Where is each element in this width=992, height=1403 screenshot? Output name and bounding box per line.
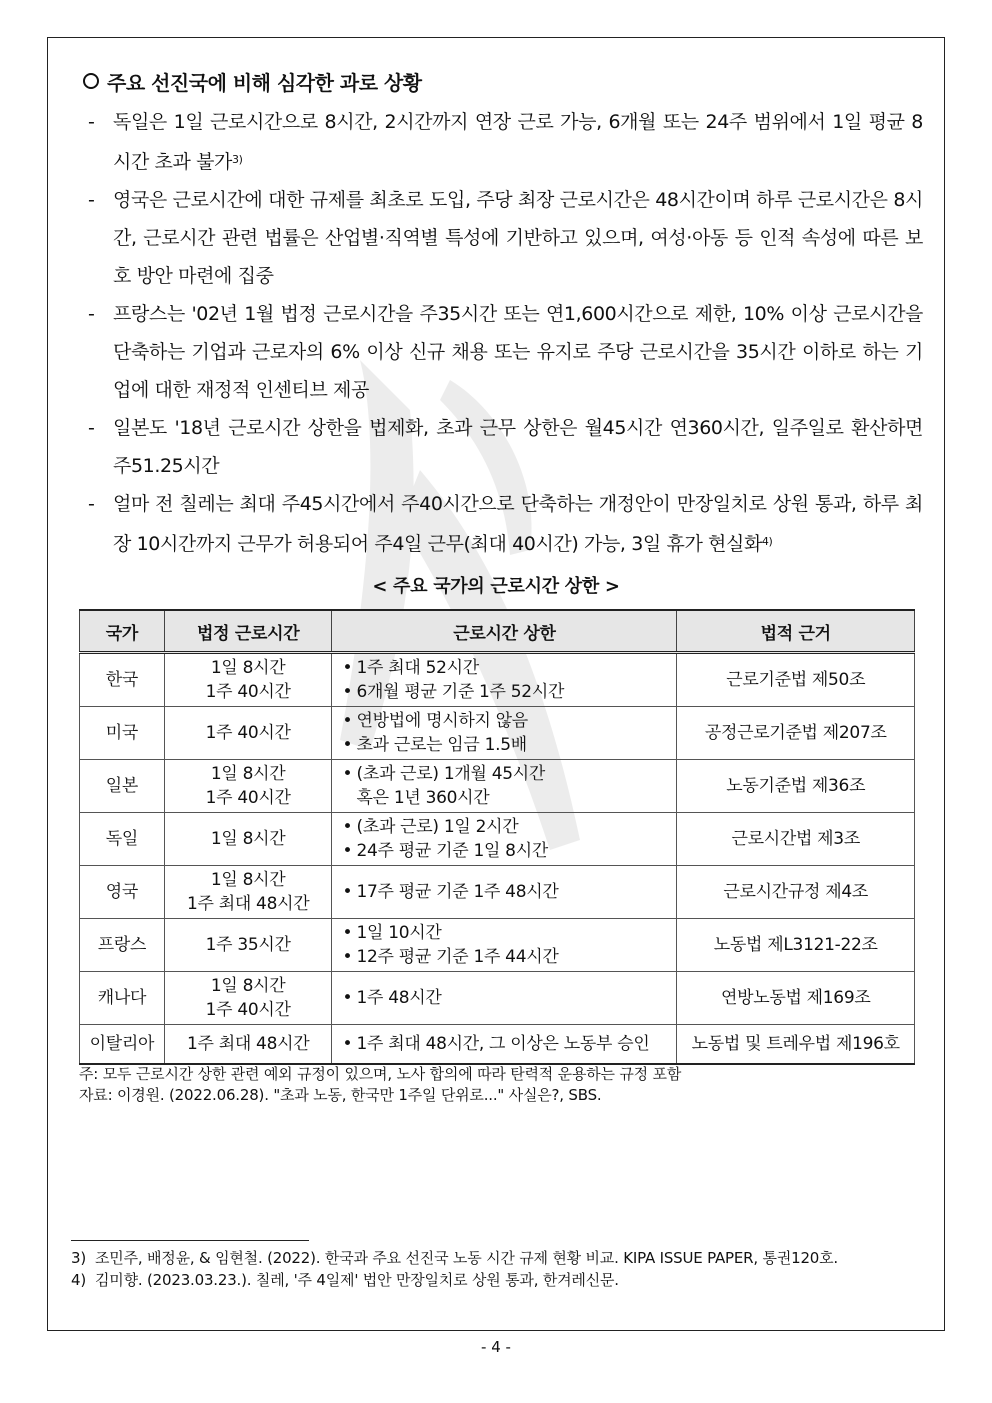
table-caption: < 주요 국가의 근로시간 상한 > [372,576,620,597]
legal-basis-cell: 근로기준법 제50조 [677,653,915,707]
table-row [80,919,915,972]
hour-cap-cell: • 1주 최대 52시간 • 6개월 평균 기준 1주 52시간 [332,653,677,707]
legal-hours-cell: 1주 35시간 [164,919,332,972]
list-item-uk: - 영국은 근로시간에 대한 규제를 최초로 도입, 주당 최장 근로시간은 48시간이며 하루 근로시간은 8시간, 근로시간 관련 법률은 산업별·직역별 특성에 기반하고 있으며, 여성·아동 등 인적 속성에 따른 보호 방안 마련에 집중 [88,189,923,287]
hour-cap-cell: • (초과 근로) 1일 2시간 • 24주 평균 기준 1일 8시간 [332,813,677,866]
footnote-item: 4) 김미향. (2023.03.23.). 칠레, '주 4일제' 법안 만장일치로 상원 통과, 한겨레신문. [71,1271,619,1289]
legal-basis-cell: 노동법 및 트레우법 제196호 [677,1025,915,1065]
legal-hours-cell: 1주 40시간 [164,707,332,760]
legal-hours-cell: 1일 8시간 1주 최대 48시간 [164,866,332,919]
legal-hours-cell: 1주 최대 48시간 [164,1025,332,1065]
table-note: 주: 모두 근로시간 상한 관련 예외 규정이 있으며, 노사 합의에 따라 탄력적 운용하는 규정 포함 [79,1065,682,1083]
list-item-france: - 프랑스는 '02년 1월 법정 근로시간을 주35시간 또는 연1,600시간으로 제한, 10% 이상 근로시간을 단축하는 기업과 근로자의 6% 이상 신규 채용 또는 유지로 주당 근로시간을 35시간 이하로 하는 기업에 대한 재정적 인센티브 제공 [88,303,923,401]
list-item-japan: - 일본도 '18년 근로시간 상한을 법제화, 초과 근무 상한은 월45시간 연360시간, 일주일로 환산하면 주51.25시간 [88,417,923,477]
hour-cap-cell: • 17주 평균 기준 1주 48시간 [332,866,677,919]
legal-hours-cell: 1일 8시간 [164,813,332,866]
hour-cap-cell: • 1일 10시간 • 12주 평균 기준 1주 44시간 [332,919,677,972]
table-row [80,972,915,1025]
legal-hours-cell: 1일 8시간 1주 40시간 [164,760,332,813]
legal-basis-cell: 근로시간법 제3조 [677,813,915,866]
column-header: 법적 근거 [677,610,915,653]
country-cell: 이탈리아 [80,1025,165,1065]
footnote-ref[interactable]: 3) [232,153,243,166]
country-cell: 일본 [80,760,165,813]
country-cell: 독일 [80,813,165,866]
country-cell: 캐나다 [80,972,165,1025]
hour-cap-cell: • (초과 근로) 1개월 45시간 혹은 1년 360시간 [332,760,677,813]
table-source: 자료: 이경원. (2022.06.28). "초과 노동, 한국만 1주일 단위로..." 사실은?, SBS. [79,1086,602,1104]
list-item-germany: - 독일은 1일 근로시간으로 8시간, 2시간까지 연장 근로 가능, 6개월 또는 24주 범위에서 1일 평균 8시간 초과 불가$^{3)}$ [88,111,923,173]
table-row [80,813,915,866]
footnote-item: 3) 조민주, 배정윤, & 임현철. (2022). 한국과 주요 선진국 노동 시간 규제 현황 비교. KIPA ISSUE PAPER, 통권120호. [71,1249,838,1267]
country-cell: 영국 [80,866,165,919]
legal-basis-cell: 근로시간규정 제4조 [677,866,915,919]
legal-basis-cell: 노동법 제L3121-22조 [677,919,915,972]
footnote-ref[interactable]: 4) [761,535,773,548]
work-hours-table [79,609,915,1065]
hour-cap-cell: • 1주 48시간 [332,972,677,1025]
column-header: 국가 [80,610,165,653]
legal-hours-cell: 1일 8시간 1주 40시간 [164,972,332,1025]
table-row [80,707,915,760]
column-header: 근로시간 상한 [332,610,677,653]
table-row [80,653,915,707]
page-number: - 4 - [481,1338,511,1356]
legal-hours-cell: 1일 8시간 1주 40시간 [164,653,332,707]
country-cell: 프랑스 [80,919,165,972]
table-row [80,760,915,813]
hour-cap-cell: • 연방법에 명시하지 않음 • 초과 근로는 임금 1.5배 [332,707,677,760]
bullet-list [88,103,923,563]
list-item-chile: - 얼마 전 칠레는 최대 주45시간에서 주40시간으로 단축하는 개정안이 만장일치로 상원 통과, 하루 최장 10시간까지 근무가 허용되어 주4일 근무(최대 40시간) 가능, 3일 휴가 현실화$^{4)}$ [88,493,923,555]
column-header: 법정 근로시간 [164,610,332,653]
legal-basis-cell: 노동기준법 제36조 [677,760,915,813]
circle-bullet-icon [83,73,99,89]
table-row [80,1025,915,1065]
legal-basis-cell: 연방노동법 제169조 [677,972,915,1025]
hour-cap-cell: • 1주 최대 48시간, 그 이상은 노동부 승인 [332,1025,677,1065]
country-cell: 한국 [80,653,165,707]
footnotes [71,1247,901,1291]
table-header-row [80,610,915,653]
section-heading: 주요 선진국에 비해 심각한 과로 상황 [83,67,422,96]
country-cell: 미국 [80,707,165,760]
legal-basis-cell: 공정근로기준법 제207조 [677,707,915,760]
table-row [80,866,915,919]
table-notes [79,1064,681,1106]
footnote-divider [71,1240,309,1241]
